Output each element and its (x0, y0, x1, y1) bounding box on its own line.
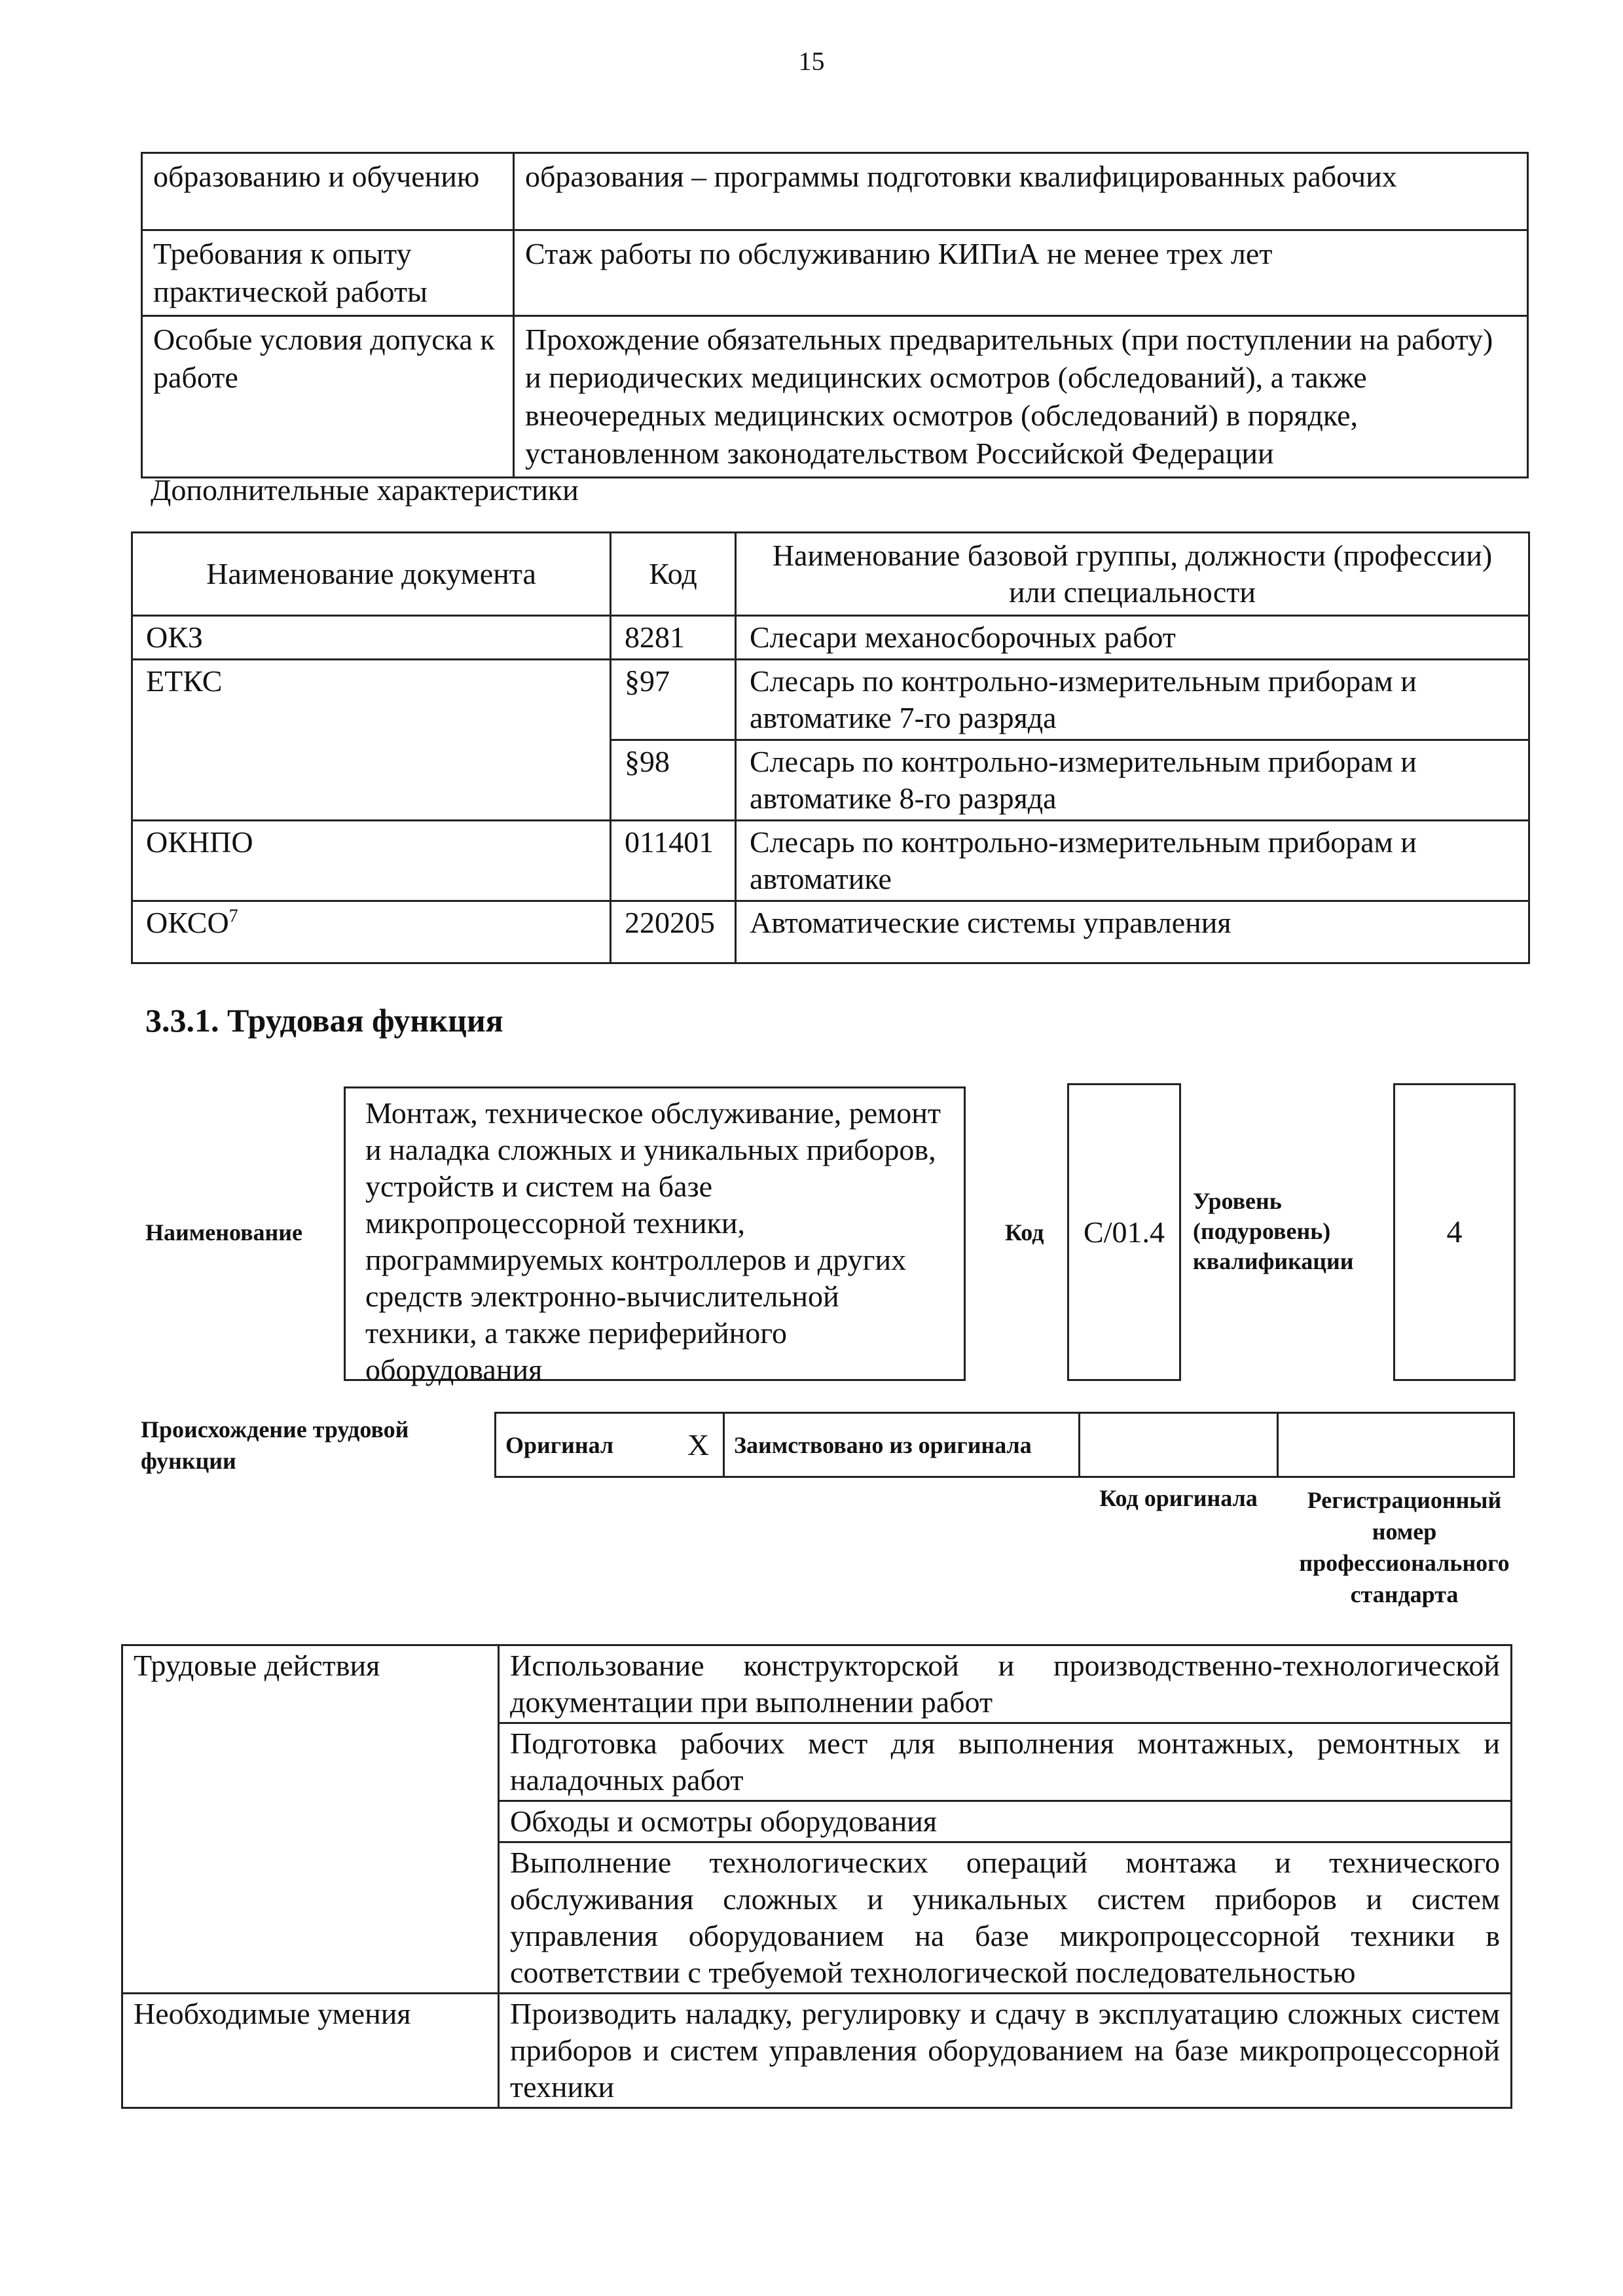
footnote-ref: 7 (228, 906, 238, 927)
table-row (132, 660, 1529, 740)
table-row (132, 821, 1529, 901)
table-row (496, 1413, 1514, 1477)
table-row (122, 1994, 1512, 2108)
header-code: Код (611, 533, 736, 616)
header-doc: Наименование документа (132, 533, 611, 616)
header-name: Наименование базовой группы, должности (профессии) или специальности (736, 533, 1529, 616)
reg-number-label: Регистрационный номер профессионального стандарта (1299, 1487, 1510, 1607)
origin-table (494, 1412, 1515, 1478)
actions-table (121, 1644, 1512, 2109)
origin-label: Происхождение трудовой функции (141, 1416, 409, 1474)
code-cell: §98 (611, 740, 736, 821)
additional-table (131, 531, 1530, 964)
doc-name: ОКСО (146, 906, 229, 939)
function-level-box: 4 (1393, 1083, 1516, 1381)
name-cell: Слесарь по контрольно-измерительным приборам и автоматике (736, 821, 1529, 901)
reg-number-cell (1278, 1413, 1514, 1477)
requirement-label: Особые условия допуска к работе (142, 316, 514, 478)
doc-cell: ОКНПО (132, 821, 611, 901)
table-row (142, 316, 1528, 478)
name-cell: Слесари механосборочных работ (736, 616, 1529, 660)
skills-label: Необходимые умения (122, 1994, 499, 2108)
code-cell: 8281 (611, 616, 736, 660)
code-label: Код (1005, 1219, 1044, 1246)
table-header-row (132, 533, 1529, 616)
requirement-value: образования – программы подготовки квалифицированных рабочих (514, 153, 1528, 230)
actions-label: Трудовые действия (122, 1645, 499, 1994)
original-mark: X (678, 1413, 724, 1477)
name-cell: Слесарь по контрольно-измерительным приборам и автоматике 7-го разряда (736, 660, 1529, 740)
table-row (142, 230, 1528, 316)
doc-cell (132, 901, 611, 963)
doc-cell: ОКЗ (132, 616, 611, 660)
code-cell: §97 (611, 660, 736, 740)
table-row (142, 153, 1528, 230)
action-item: Подготовка рабочих мест для выполнения монтажных, ремонтных и наладочных работ (499, 1723, 1512, 1801)
table-row (132, 616, 1529, 660)
section-heading: 3.3.1. Трудовая функция (145, 1002, 503, 1039)
skill-item: Производить наладку, регулировку и сдачу в эксплуатацию сложных систем приборов и систем управления оборудованием на базе микропроцессорной техники (499, 1994, 1512, 2108)
requirement-label: Требования к опыту практической работы (142, 230, 514, 316)
requirement-label: образованию и обучению (142, 153, 514, 230)
page-number: 15 (798, 46, 825, 76)
original-label: Оригинал (496, 1413, 679, 1477)
level-label: Уровень (подуровень) квалификации (1193, 1188, 1354, 1274)
name-cell: Автоматические системы управления (736, 901, 1529, 963)
name-cell: Слесарь по контрольно-измерительным приборам и автоматике 8-го разряда (736, 740, 1529, 821)
action-item: Обходы и осмотры оборудования (499, 1801, 1512, 1842)
requirements-table (141, 152, 1529, 478)
table-row (122, 1645, 1512, 1723)
borrowed-label: Заимствовано из оригинала (724, 1413, 1080, 1477)
code-original-label: Код оригинала (1099, 1485, 1258, 1511)
code-original-cell (1080, 1413, 1278, 1477)
table-row (132, 901, 1529, 963)
function-name-box: Монтаж, техническое обслуживание, ремонт и наладка сложных и уникальных приборов, устройств и систем на базе микропроцессорной техники, программируемых контроллеров и других средств электронно-вычислительной техники, а также периферийного оборудования (344, 1086, 966, 1381)
code-cell: 011401 (611, 821, 736, 901)
requirement-value: Стаж работы по обслуживанию КИПиА не менее трех лет (514, 230, 1528, 316)
name-label: Наименование (145, 1219, 302, 1246)
doc-cell: ЕТКС (132, 660, 611, 821)
function-code-box: C/01.4 (1067, 1083, 1181, 1381)
additional-caption: Дополнительные характеристики (151, 473, 579, 507)
action-item: Использование конструкторской и производственно-технологической документации при выполнении работ (499, 1645, 1512, 1723)
requirement-value: Прохождение обязательных предварительных (при поступлении на работу) и периодических медицинских осмотров (обследований), а также внеочередных медицинских осмотров (обследований) в порядке, установленном законодательством Российской Федерации (514, 316, 1528, 478)
action-item: Выполнение технологических операций монтажа и технического обслуживания сложных и уникальных систем приборов и систем управления оборудованием на базе микропроцессорной техники в соответствии с требуемой технологической последовательностью (499, 1842, 1512, 1994)
code-cell: 220205 (611, 901, 736, 963)
